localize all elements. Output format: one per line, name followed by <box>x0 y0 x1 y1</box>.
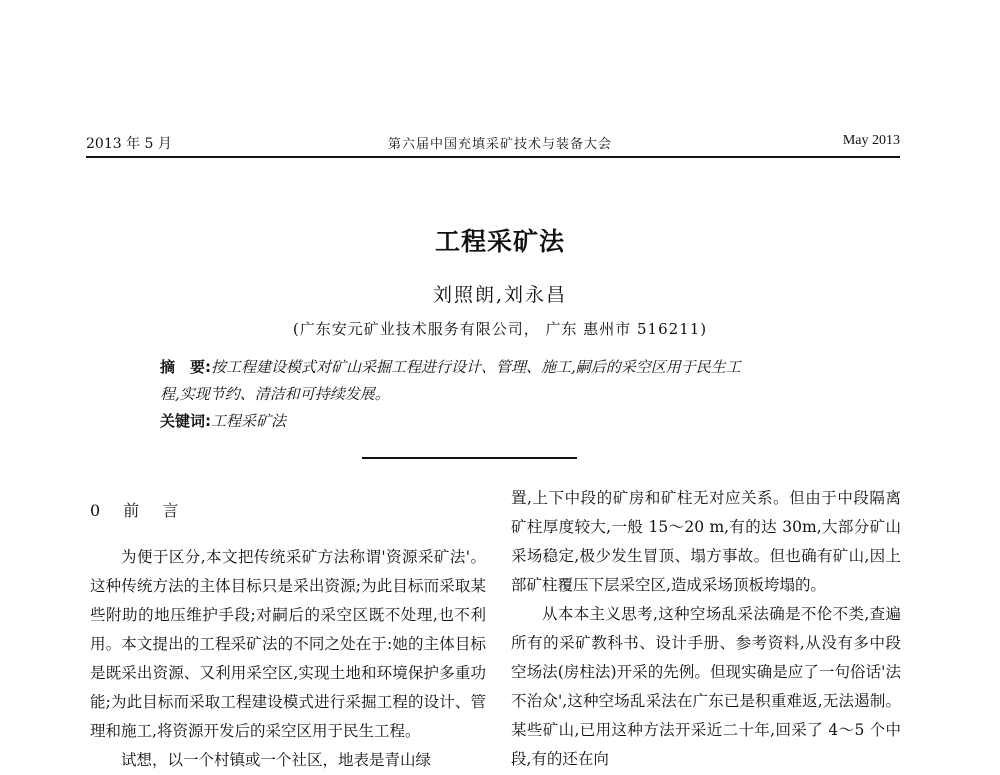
text-line: 没有多中段空场法(房柱法)开采的先例。但现实确 <box>511 634 901 681</box>
text-line: 此目标而采取某些附助的地压维护手段;对嗣后的 <box>90 577 486 624</box>
text-line: 采空区既不处理,也不利用。本文提出的工程采矿 <box>90 606 486 653</box>
authors: 刘照朗,刘永昌 <box>432 284 568 306</box>
abstract-line-1 <box>160 354 850 381</box>
paragraph <box>90 746 486 775</box>
header-rule <box>86 156 900 158</box>
left-column <box>90 496 486 775</box>
abstract-block <box>160 354 850 435</box>
text-line: 和施工,将资源开发后的采空区用于民生工程。 <box>105 722 421 740</box>
text-line: 东已是积重难返,无法遏制。某些矿山,已用这种方 <box>511 692 901 739</box>
text-line: 为便于区分,本文把传统采矿方法称谓'资源采 <box>121 548 434 566</box>
paragraph <box>511 484 901 600</box>
header-date-en: May 2013 <box>842 133 900 148</box>
keywords-text: 工程采矿法 <box>211 412 287 430</box>
text-line: 试想，以一个村镇或一个社区，地表是青山绿 <box>121 751 432 769</box>
text-line: 从本本主义思考,这种空场乱采法确是不伦不 <box>542 605 849 623</box>
keywords-line <box>160 408 850 435</box>
text-line: 法的不同之处在于:她的主体目标是既采出资源、又 <box>90 635 486 682</box>
abstract-label: 摘 要: <box>160 358 211 376</box>
text-line: 矿法'。这种传统方法的主体目标只是采出资源;为 <box>90 548 486 595</box>
affiliation: (广东安元矿业技术服务有限公司， 广东 惠州市 516211) <box>292 320 708 338</box>
text-line: 是应了一句俗话'法不治众',这种空场乱采法在广 <box>511 663 901 710</box>
text-line: m,大部分矿山采场稳定,极少发生冒顶、塌方事故。 <box>511 518 901 565</box>
abstract-text-2: 程,实现节约、清洁和可持续发展。 <box>160 385 390 403</box>
right-column <box>511 484 901 774</box>
text-line: 类,查遍所有的采矿教科书、设计手册、参考资料,从 <box>511 605 901 652</box>
section-heading: 0 前 言 <box>90 501 188 520</box>
paragraph <box>90 543 486 746</box>
abstract-line-2 <box>160 381 850 408</box>
abstract-separator <box>362 457 577 459</box>
keywords-label: 关键词: <box>160 412 211 430</box>
header-date: 2013 年 5 月 <box>86 136 172 152</box>
text-line: 但也确有矿山,因上部矿柱覆压下层采空区,造成采 <box>511 547 901 594</box>
text-line: 标而采取工程建设模式进行采掘工程的设计、管理 <box>90 693 486 740</box>
text-line: 段隔离矿柱厚度较大,一般 15～20 m,有的达 30 <box>511 489 901 536</box>
text-line: 场顶板垮塌的。 <box>717 576 826 594</box>
header-conference: 第六届中国充填采矿技术与装备大会 <box>387 137 612 152</box>
abstract-text-1: 按工程建设模式对矿山采掘工程进行设计、管理、施工,嗣后的采空区用于民生工 <box>211 358 741 376</box>
text-line: 法开采近二十年,回采了 4～5 个中段,有的还在向 <box>511 721 901 768</box>
paragraph <box>511 600 901 774</box>
paper-title: 工程采矿法 <box>434 227 565 256</box>
text-line: 利用采空区,实现土地和环境保护多重功能;为此目 <box>90 664 486 711</box>
text-line: 置,上下中段的矿房和矿柱无对应关系。但由于中 <box>511 489 854 507</box>
